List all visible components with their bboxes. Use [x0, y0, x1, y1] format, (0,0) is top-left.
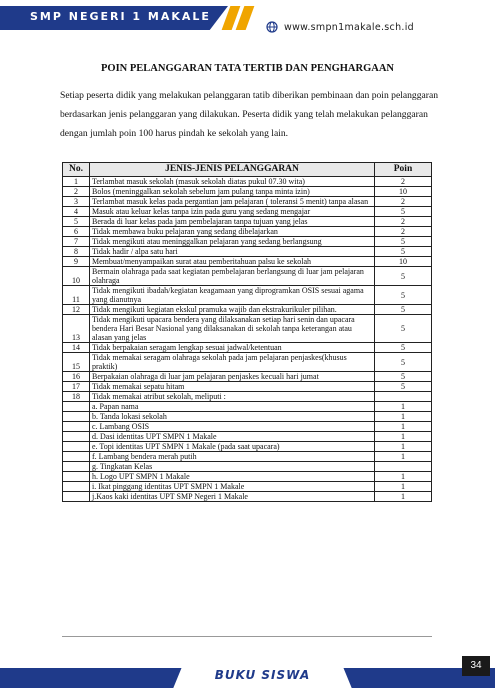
cell-text: Tidak berpakaian seragam lengkap sesuai jadwal/ketentuan [90, 343, 375, 353]
cell-no [63, 442, 90, 452]
cell-text: Membuat/menyampaikan surat atau pemberitahuan palsu ke sekolah [90, 257, 375, 267]
table-row [63, 382, 432, 392]
cell-text: c. Lambang OSIS [90, 422, 375, 432]
cell-no: 18 [63, 392, 90, 402]
page-title: POIN PELANGGARAN TATA TERTIB DAN PENGHARGAAN [101, 63, 394, 74]
table-row [63, 177, 432, 187]
header-no: No. [63, 163, 90, 177]
table-row [63, 432, 432, 442]
cell-no: 3 [63, 197, 90, 207]
cell-no: 13 [63, 315, 90, 343]
cell-no [63, 482, 90, 492]
cell-text: Terlambat masuk kelas pada pergantian jam pelajaran ( toleransi 5 menit) tanpa alasan [90, 197, 375, 207]
cell-poin: 5 [375, 267, 432, 286]
cell-poin: 5 [375, 343, 432, 353]
cell-no: 14 [63, 343, 90, 353]
cell-text: i. Ikat pinggang identitas UPT SMPN 1 Makale [90, 482, 375, 492]
table-row [63, 217, 432, 227]
table-row [63, 257, 432, 267]
cell-no: 11 [63, 286, 90, 305]
cell-no [63, 462, 90, 472]
table-row [63, 492, 432, 502]
violations-table [62, 162, 432, 502]
cell-text: f. Lambang bendera merah putih [90, 452, 375, 462]
cell-text: j.Kaos kaki identitas UPT SMP Negeri 1 Makale [90, 492, 375, 502]
cell-text: e. Topi identitas UPT SMPN 1 Makale (pada saat upacara) [90, 442, 375, 452]
cell-text: Tidak mengikuti kegiatan ekskul pramuka wajib dan ekstrakurikuler pilihan. [90, 305, 375, 315]
cell-poin: 2 [375, 197, 432, 207]
header-poin: Poin [375, 163, 432, 177]
table-row [63, 462, 432, 472]
cell-text: Berpakaian olahraga di luar jam pelajaran penjaskes kecuali hari jumat [90, 372, 375, 382]
cell-poin: 1 [375, 442, 432, 452]
cell-poin: 1 [375, 472, 432, 482]
cell-text: Tidak mengikuti upacara bendera yang dilaksanakan setiap hari senin dan upacara bendera Hari Besar Nasional yang dilaksanakan di sekolah tanpa keterangan atau alasan yang jelas [90, 315, 375, 343]
table-row [63, 422, 432, 432]
cell-poin: 1 [375, 482, 432, 492]
table-row [63, 412, 432, 422]
cell-poin: 2 [375, 227, 432, 237]
cell-poin: 5 [375, 247, 432, 257]
cell-poin: 1 [375, 452, 432, 462]
cell-text: Tidak mengikuti ibadah/kegiatan keagamaan yang diprogramkan OSIS sesuai agama yang dianutnya [90, 286, 375, 305]
book-title: BUKU SISWA [214, 668, 311, 682]
cell-poin: 5 [375, 286, 432, 305]
table-row [63, 372, 432, 382]
cell-text: Tidak mengikuti atau meninggalkan pelajaran yang sedang berlangsung [90, 237, 375, 247]
cell-poin: 2 [375, 177, 432, 187]
cell-no: 1 [63, 177, 90, 187]
cell-poin: 1 [375, 492, 432, 502]
cell-poin: 5 [375, 382, 432, 392]
cell-poin: 5 [375, 315, 432, 343]
table-row [63, 315, 432, 343]
cell-text: Berada di luar kelas pada jam pembelajaran tanpa tujuan yang jelas [90, 217, 375, 227]
cell-text: Masuk atau keluar kelas tanpa izin pada guru yang sedang mengajar [90, 207, 375, 217]
table-row [63, 452, 432, 462]
cell-text: Tidak membawa buku pelajaran yang sedang dibelajarkan [90, 227, 375, 237]
cell-poin: 1 [375, 432, 432, 442]
cell-no: 2 [63, 187, 90, 197]
cell-no: 10 [63, 267, 90, 286]
cell-poin: 5 [375, 207, 432, 217]
table-row [63, 207, 432, 217]
table-row [63, 197, 432, 207]
cell-no [63, 492, 90, 502]
cell-poin [375, 462, 432, 472]
cell-no: 9 [63, 257, 90, 267]
table-row [63, 482, 432, 492]
cell-poin: 1 [375, 412, 432, 422]
cell-no: 15 [63, 353, 90, 372]
table-row [63, 442, 432, 452]
intro-paragraph: Setiap peserta didik yang melakukan pelanggaran tatib diberikan pembinaan dan poin pelanggaran berdasarkan jenis pelanggaran yang dilakukan. Peserta didik yang telah melakukan pelanggaran dengan jumlah poin 100 harus pindah ke sekolah yang lain. [60, 90, 439, 139]
cell-poin: 5 [375, 353, 432, 372]
table-row [63, 267, 432, 286]
cell-text: g. Tingkatan Kelas [90, 462, 375, 472]
cell-poin: 1 [375, 402, 432, 412]
cell-no [63, 472, 90, 482]
cell-no [63, 452, 90, 462]
table-row [63, 343, 432, 353]
table-row [63, 227, 432, 237]
website-url: www.smpn1makale.sch.id [284, 22, 414, 33]
table-row [63, 187, 432, 197]
cell-poin [375, 392, 432, 402]
cell-no [63, 402, 90, 412]
footer-divider [62, 636, 432, 637]
globe-icon [266, 21, 278, 33]
cell-text: d. Dasi identitas UPT SMPN 1 Makale [90, 432, 375, 442]
cell-text: a. Papan nama [90, 402, 375, 412]
cell-no [63, 422, 90, 432]
cell-poin: 2 [375, 217, 432, 227]
table-body [63, 177, 432, 502]
cell-text: Tidak hadir / alpa satu hari [90, 247, 375, 257]
table-row [63, 305, 432, 315]
cell-no: 5 [63, 217, 90, 227]
cell-no: 12 [63, 305, 90, 315]
cell-poin: 5 [375, 305, 432, 315]
cell-text: b. Tanda lokasi sekolah [90, 412, 375, 422]
table-row [63, 472, 432, 482]
page-number: 34 [462, 656, 490, 676]
cell-no: 6 [63, 227, 90, 237]
school-name: SMP NEGERI 1 MAKALE [30, 10, 211, 23]
cell-text: Bermain olahraga pada saat kegiatan pembelajaran berlangsung di luar jam pelajaran olahraga [90, 267, 375, 286]
cell-poin: 1 [375, 422, 432, 432]
cell-no: 17 [63, 382, 90, 392]
cell-poin: 5 [375, 237, 432, 247]
page-header [0, 0, 495, 38]
header-jenis: JENIS-JENIS PELANGGARAN [90, 163, 375, 177]
cell-poin: 10 [375, 257, 432, 267]
cell-text: Tidak memakai sepatu hitam [90, 382, 375, 392]
cell-text: Tidak memakai seragam olahraga sekolah pada jam pelajaran penjaskes(khusus praktik) [90, 353, 375, 372]
table-row [63, 286, 432, 305]
table-row [63, 392, 432, 402]
cell-no [63, 432, 90, 442]
cell-no: 8 [63, 247, 90, 257]
cell-poin: 5 [375, 372, 432, 382]
cell-text: Terlambat masuk sekolah (masuk sekolah diatas pukul 07.30 wita) [90, 177, 375, 187]
table-row [63, 402, 432, 412]
cell-no: 16 [63, 372, 90, 382]
table-row [63, 247, 432, 257]
table-header-row [63, 163, 432, 177]
table-row [63, 353, 432, 372]
cell-no: 4 [63, 207, 90, 217]
cell-no: 7 [63, 237, 90, 247]
table-row [63, 237, 432, 247]
cell-text: h. Logo UPT SMPN 1 Makale [90, 472, 375, 482]
cell-text: Bolos (meninggalkan sekolah sebelum jam pulang tanpa minta izin) [90, 187, 375, 197]
cell-text: Tidak memakai atribut sekolah, meliputi : [90, 392, 375, 402]
cell-poin: 10 [375, 187, 432, 197]
cell-no [63, 412, 90, 422]
